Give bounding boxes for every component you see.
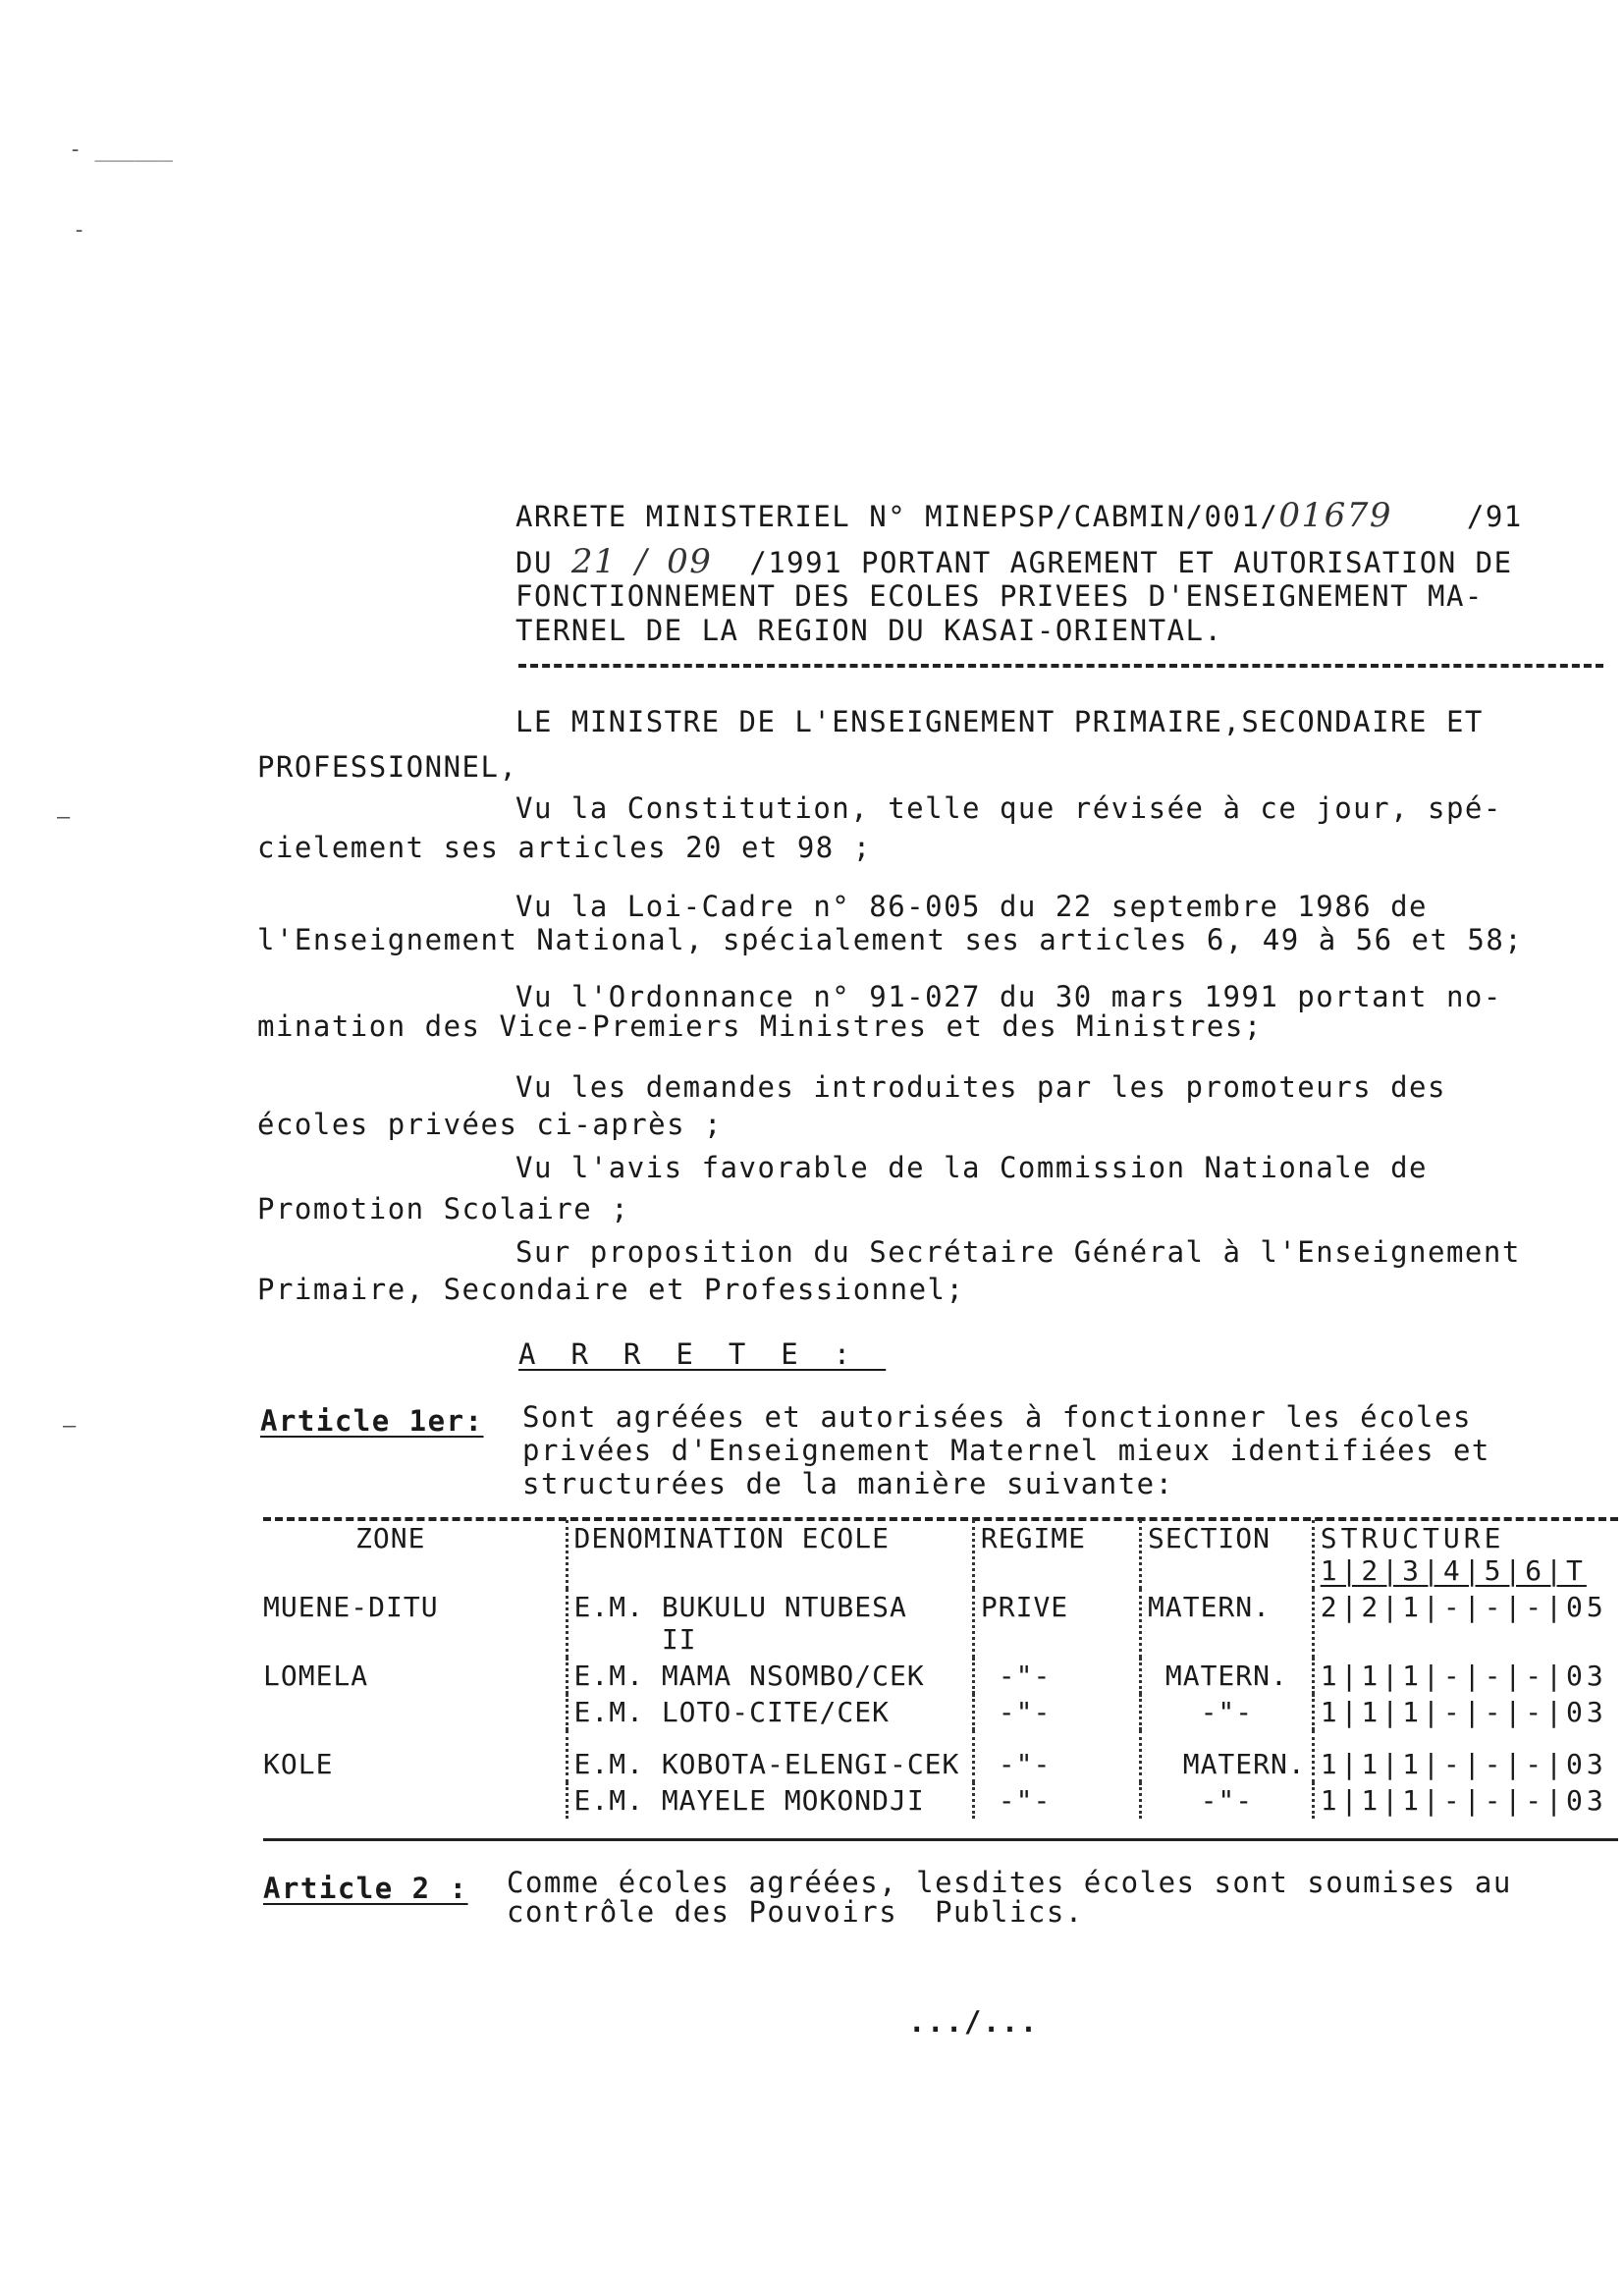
vu-demandes-line-1: Vu les demandes introduites par les promoteurs des <box>515 1070 1446 1104</box>
cell-denomination: E.M. KOBOTA-ELENGI-CEK <box>567 1730 973 1782</box>
table-row <box>257 1589 1620 1658</box>
cell-structure: 1|1|1|-|-|-|03 <box>1313 1658 1620 1694</box>
table-row <box>257 1694 1620 1730</box>
cell-regime: -"- <box>973 1694 1140 1730</box>
cell-structure: 2|2|1|-|-|-|05 <box>1313 1589 1620 1658</box>
cell-section: -"- <box>1141 1694 1314 1730</box>
table-row <box>257 1658 1620 1694</box>
scan-mark: — <box>57 805 71 830</box>
cell-section: MATERN. <box>1141 1658 1314 1694</box>
continuation-mark: .../... <box>908 2005 1039 2039</box>
header-zone: ZONE <box>355 1522 426 1554</box>
article-2-line-1: Comme écoles agréées, lesdites écoles sont soumises au <box>507 1866 1512 1899</box>
article-1-line-2: privées d'Enseignement Maternel mieux identifiées et <box>522 1434 1490 1467</box>
vu-avis-line-2: Promotion Scolaire ; <box>257 1192 630 1225</box>
title-divider <box>518 664 1603 668</box>
minister-line-2: PROFESSIONNEL, <box>257 750 518 784</box>
title-line-1: ARRETE MINISTERIEL N° MINEPSP/CABMIN/001/01679 /91 <box>515 496 1523 535</box>
vu-loi-cadre-line-1: Vu la Loi-Cadre n° 86-005 du 22 septembre 1986 de <box>515 890 1429 923</box>
title-line-4: TERNEL DE LA REGION DU KASAI-ORIENTAL. <box>515 614 1223 647</box>
cell-section: MATERN. <box>1141 1589 1314 1658</box>
cell-zone: MUENE-DITU <box>263 1591 439 1623</box>
scan-mark: — <box>63 1414 77 1439</box>
handwritten-month: 09 <box>667 542 713 581</box>
table-row <box>257 1730 1620 1782</box>
arrete-heading: ARRETE: <box>518 1337 887 1371</box>
cell-denomination: E.M. BUKULU NTUBESA II <box>567 1589 973 1658</box>
article-1-line-1: Sont agréées et autorisées à fonctionner les écoles <box>522 1400 1472 1434</box>
cell-denomination: E.M. MAYELE MOKONDJI <box>567 1782 973 1819</box>
table-row <box>257 1782 1620 1819</box>
cell-regime: -"- <box>973 1730 1140 1782</box>
table-bottom-rule <box>263 1838 1618 1841</box>
title-line-3: FONCTIONNEMENT DES ECOLES PRIVEES D'ENSEIGNEMENT MA- <box>515 579 1484 613</box>
cell-zone: KOLE <box>263 1748 334 1780</box>
cell-zone <box>257 1694 567 1730</box>
header-denomination: DENOMINATION ECOLE <box>567 1520 973 1589</box>
title-line-2: DU 21 / 09 /1991 PORTANT AGREMENT ET AUTORISATION DE <box>515 542 1513 581</box>
table-header-row <box>257 1520 1620 1589</box>
scan-mark: - <box>73 218 86 243</box>
header-section: SECTION <box>1141 1520 1314 1589</box>
scan-mark: - ______ <box>69 137 173 162</box>
header-structure-sub: 1|2|3|4|5|6|T <box>1320 1554 1587 1587</box>
vu-constitution-line-1: Vu la Constitution, telle que révisée à ce jour, spé- <box>515 791 1502 825</box>
schools-table <box>257 1520 1620 1819</box>
handwritten-day: 21 <box>570 542 618 581</box>
vu-loi-cadre-line-2: l'Enseignement National, spécialement ses articles 6, 49 à 56 et 58; <box>257 923 1524 956</box>
vu-ordonnance-line-2: mination des Vice-Premiers Ministres et des Ministres; <box>257 1009 1263 1043</box>
cell-structure: 1|1|1|-|-|-|03 <box>1313 1782 1620 1819</box>
vu-ordonnance-line-1: Vu l'Ordonnance n° 91-027 du 30 mars 1991 portant no- <box>515 980 1502 1013</box>
article-1-label: Article 1er: <box>260 1404 484 1438</box>
minister-line-1: LE MINISTRE DE L'ENSEIGNEMENT PRIMAIRE,SECONDAIRE ET <box>515 705 1484 738</box>
vu-demandes-line-2: écoles privées ci-après ; <box>257 1108 723 1141</box>
sur-proposition-line-2: Primaire, Secondaire et Professionnel; <box>257 1273 965 1306</box>
cell-structure: 1|1|1|-|-|-|03 <box>1313 1694 1620 1730</box>
article-2-line-2: contrôle des Pouvoirs Publics. <box>507 1895 1084 1929</box>
cell-denomination: E.M. MAMA NSOMBO/CEK <box>567 1658 973 1694</box>
cell-regime: -"- <box>973 1782 1140 1819</box>
article-2-label: Article 2 : <box>263 1872 468 1905</box>
cell-section: -"- <box>1141 1782 1314 1819</box>
header-structure: STRUCTURE 1|2|3|4|5|6|T <box>1313 1520 1620 1589</box>
cell-zone <box>257 1782 567 1819</box>
cell-structure: 1|1|1|-|-|-|03 <box>1313 1730 1620 1782</box>
header-regime: REGIME <box>973 1520 1140 1589</box>
cell-zone: LOMELA <box>263 1660 369 1692</box>
cell-regime: PRIVE <box>973 1589 1140 1658</box>
cell-regime: -"- <box>973 1658 1140 1694</box>
handwritten-number: 01679 <box>1278 496 1393 535</box>
sur-proposition-line-1: Sur proposition du Secrétaire Général à l'Enseignement <box>515 1235 1521 1269</box>
article-1-line-3: structurées de la manière suivante: <box>522 1467 1174 1500</box>
cell-denomination: E.M. LOTO-CITE/CEK <box>567 1694 973 1730</box>
vu-avis-line-1: Vu l'avis favorable de la Commission Nationale de <box>515 1151 1429 1184</box>
cell-section: MATERN. <box>1141 1730 1314 1782</box>
vu-constitution-line-2: cielement ses articles 20 et 98 ; <box>257 831 872 864</box>
